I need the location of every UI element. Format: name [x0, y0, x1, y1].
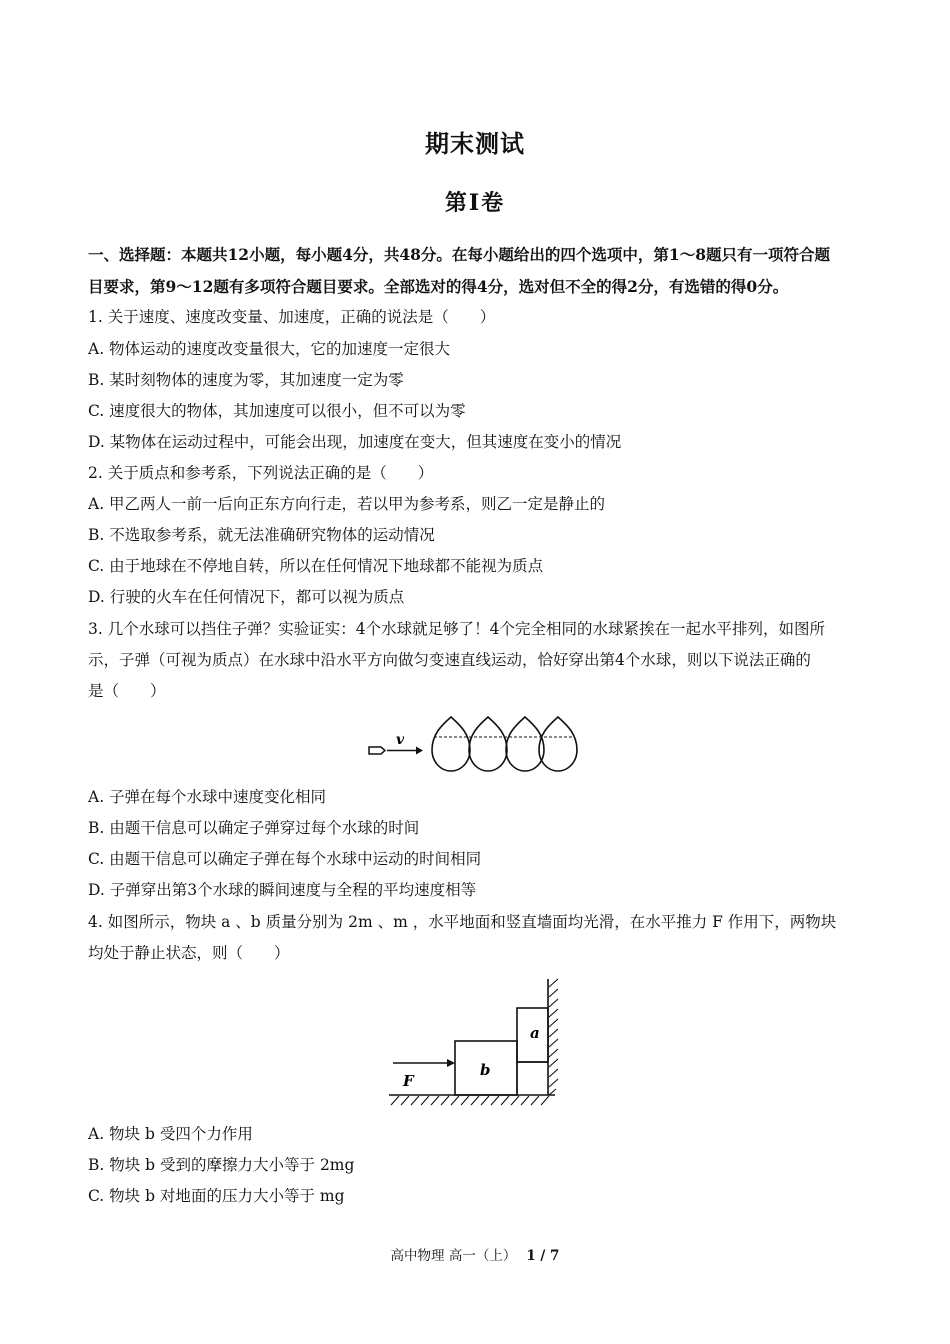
volume-title: 第Ⅰ卷 — [444, 190, 506, 216]
velocity-label: v — [396, 732, 405, 748]
block-b-label: b — [480, 1061, 491, 1079]
question-3-stem-line-3: 是（ ） — [88, 682, 166, 700]
question-1-option-d: D. 某物体在运动过程中，可能会出现，加速度在变大，但其速度在变小的情况 — [88, 433, 622, 451]
question-4-option-c: C. 物块 b 对地面的压力大小等于 mg — [88, 1187, 345, 1205]
question-2-option-c: C. 由于地球在不停地自转，所以在任何情况下地球都不能视为质点 — [88, 557, 544, 575]
question-3-option-d: D. 子弹穿出第3个水球的瞬间速度与全程的平均速度相等 — [88, 881, 477, 899]
question-4-option-a: A. 物块 b 受四个力作用 — [88, 1125, 253, 1143]
question-3-option-b: B. 由题干信息可以确定子弹穿过每个水球的时间 — [88, 819, 420, 837]
footer-page-number: 1 / 7 — [526, 1248, 560, 1264]
blocks-wall-figure — [385, 975, 565, 1110]
section-header-line-1: 一、选择题：本题共12小题，每小题4分，共48分。在每小题给出的四个选项中，第1～8题只有一项符合题 — [88, 245, 830, 264]
question-3-option-a: A. 子弹在每个水球中速度变化相同 — [88, 788, 327, 806]
question-2-option-b: B. 不选取参考系，就无法准确研究物体的运动情况 — [88, 526, 435, 544]
page-title: 期末测试 — [425, 129, 525, 158]
question-2-stem: 2. 关于质点和参考系，下列说法正确的是（ ） — [88, 464, 434, 482]
footer-course: 高中物理 高一（上） — [390, 1248, 517, 1264]
force-label: F — [403, 1072, 414, 1090]
question-4-stem-line-1: 4. 如图所示，物块 a 、b 质量分别为 2m 、m ，水平地面和竖直墙面均光滑，在水平推力 F 作用下，两物块 — [88, 913, 837, 931]
question-1-option-a: A. 物体运动的速度改变量很大，它的加速度一定很大 — [88, 340, 451, 358]
block-a-label: a — [530, 1024, 540, 1042]
water-balls-figure — [366, 712, 580, 776]
question-1-stem: 1. 关于速度、速度改变量、加速度，正确的说法是（ ） — [88, 308, 496, 326]
question-2-option-d: D. 行驶的火车在任何情况下，都可以视为质点 — [88, 588, 405, 606]
question-1-option-c: C. 速度很大的物体，其加速度可以很小，但不可以为零 — [88, 402, 466, 420]
question-3-option-c: C. 由题干信息可以确定子弹在每个水球中运动的时间相同 — [88, 850, 482, 868]
question-3-stem-line-2: 示，子弹（可视为质点）在水球中沿水平方向做匀变速直线运动，恰好穿出第4个水球，则以下说法正确的 — [88, 651, 811, 669]
question-4-stem-line-2: 均处于静止状态，则（ ） — [88, 944, 290, 962]
page-footer — [0, 1244, 950, 1264]
question-3-stem-line-1: 3. 几个水球可以挡住子弹？实验证实：4个水球就足够了！4个完全相同的水球紧挨在一起水平排列，如图所 — [88, 620, 825, 638]
section-header-line-2: 目要求，第9～12题有多项符合题目要求。全部选对的得4分，选对但不全的得2分，有选错的得0分。 — [88, 277, 789, 296]
question-1-option-b: B. 某时刻物体的速度为零，其加速度一定为零 — [88, 371, 404, 389]
question-2-option-a: A. 甲乙两人一前一后向正东方向行走，若以甲为参考系，则乙一定是静止的 — [88, 495, 606, 513]
question-4-option-b: B. 物块 b 受到的摩擦力大小等于 2mg — [88, 1156, 355, 1174]
